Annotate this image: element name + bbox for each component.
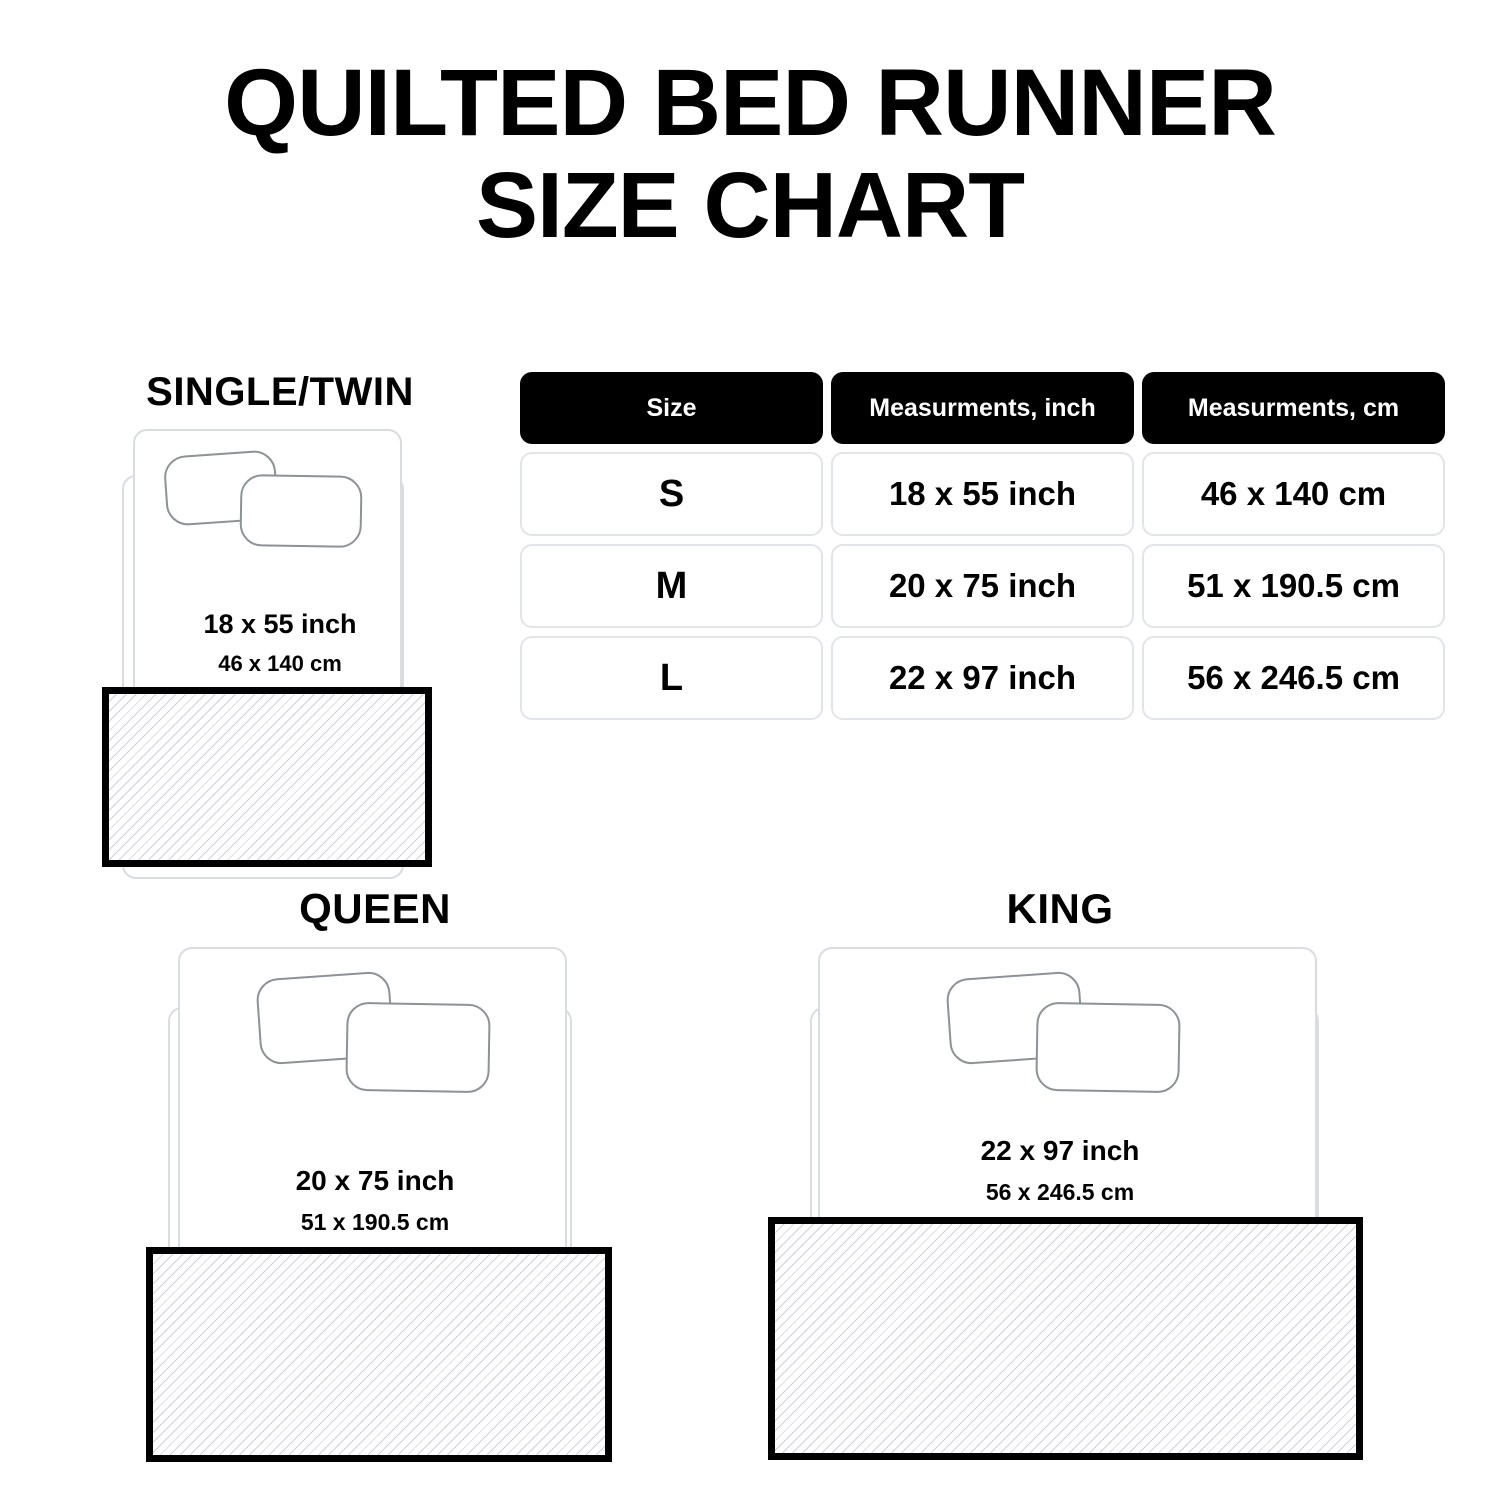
table-cell-inch: 20 x 75 inch [831,544,1134,628]
size-chart-table [520,372,1445,728]
bed-title-king: KING [1006,885,1114,932]
table-cell-cm: 51 x 190.5 cm [1142,544,1445,628]
bed-runner-queen [146,1247,612,1462]
table-row [520,452,1445,536]
bed-figure-queen [150,947,600,1467]
bed-figure-single-twin [90,429,470,899]
table-cell-cm: 56 x 246.5 cm [1142,636,1445,720]
bed-figure-king [800,947,1320,1467]
table-cell-cm: 46 x 140 cm [1142,452,1445,536]
pillow-front-icon [239,474,362,548]
dimension-inch-single-twin: 18 x 55 inch [203,609,357,639]
title-line-1: QUILTED BED RUNNER [224,50,1276,156]
table-cell-size: L [520,636,823,720]
page-title [0,52,1500,255]
pillow-front-icon [345,1002,491,1093]
dimension-cm-single-twin: 46 x 140 cm [218,651,342,676]
title-line-2: SIZE CHART [476,152,1024,257]
table-row [520,544,1445,628]
table-header-row [520,372,1445,444]
bed-runner-king [768,1217,1363,1460]
table-cell-inch: 22 x 97 inch [831,636,1134,720]
dimension-cm-king: 56 x 246.5 cm [985,1179,1135,1205]
bed-title-queen: QUEEN [299,885,451,932]
bed-panel-king [800,885,1320,1467]
dimension-inch-queen: 20 x 75 inch [295,1165,455,1196]
table-cell-size: S [520,452,823,536]
table-header-inch: Measurments, inch [831,372,1134,444]
bed-title-single-twin: SINGLE/TWIN [146,370,414,414]
table-header-size: Size [520,372,823,444]
table-header-cm: Measurments, cm [1142,372,1445,444]
table-cell-inch: 18 x 55 inch [831,452,1134,536]
table-cell-size: M [520,544,823,628]
bed-runner-single-twin [102,687,432,867]
pillow-front-icon [1035,1002,1181,1093]
bed-panel-single-twin [90,370,470,899]
bed-panel-queen [150,885,600,1467]
table-row [520,636,1445,720]
dimension-inch-king: 22 x 97 inch [980,1135,1140,1166]
dimension-cm-queen: 51 x 190.5 cm [300,1209,450,1235]
